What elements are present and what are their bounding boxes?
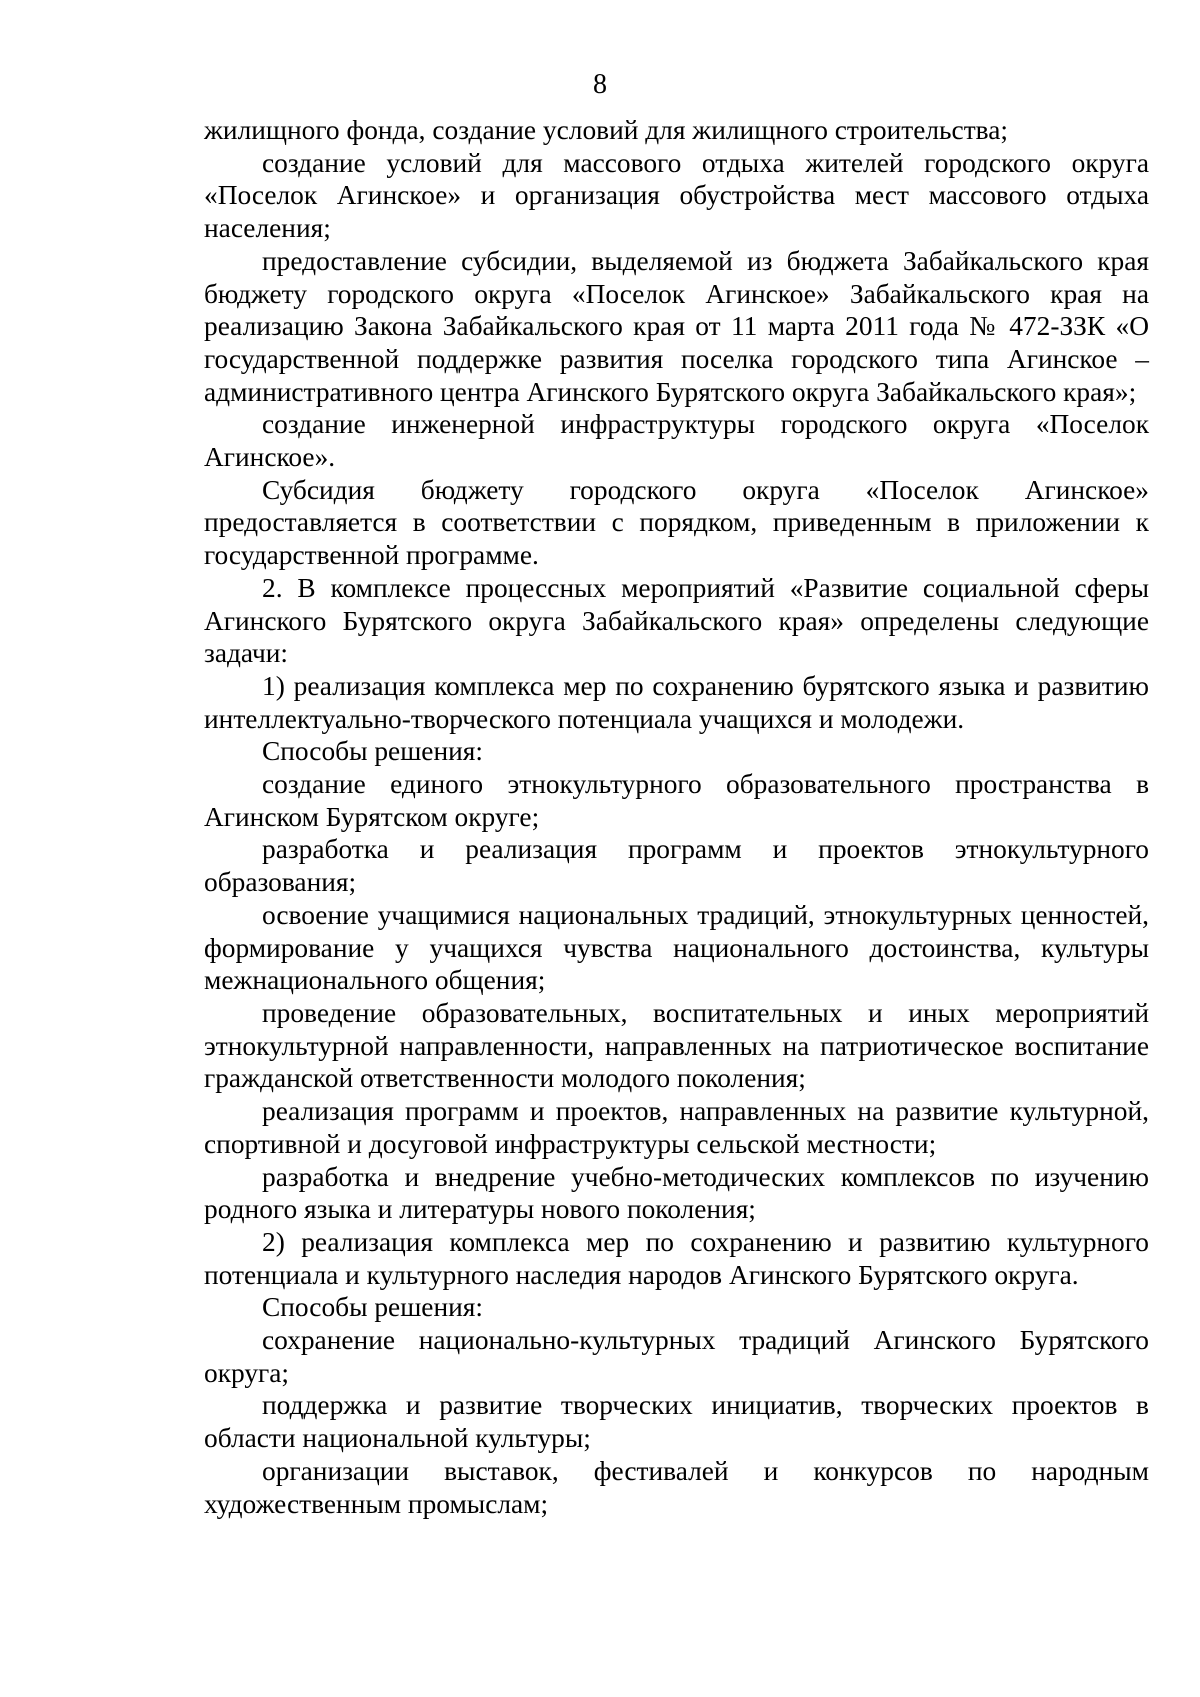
paragraph: освоение учащимися национальных традиций, этнокультурных ценностей, формирование у учащихся чувства национального достоинства, культуры межнационального общения; bbox=[204, 899, 1149, 996]
paragraph: Способы решения: bbox=[262, 1292, 483, 1323]
paragraph: Способы решения: bbox=[262, 736, 483, 767]
paragraph: поддержка и развитие творческих инициатив, творческих проектов в области национальной культуры; bbox=[204, 1390, 1149, 1454]
paragraph: реализация программ и проектов, направленных на развитие культурной, спортивной и досуговой инфраструктуры сельской местности; bbox=[204, 1096, 1149, 1159]
paragraph: 1) реализация комплекса мер по сохранению бурятского языка и развитию интеллектуально-творческого потенциала учащихся и молодежи. bbox=[204, 670, 1149, 734]
paragraph: Субсидия бюджету городского округа «Поселок Агинское» предоставляется в соответствии с порядком, приведенным в приложении к государственной программе. bbox=[204, 474, 1149, 571]
page-number: 8 bbox=[593, 69, 607, 100]
paragraph: создание условий для массового отдыха жителей городского округа «Поселок Агинское» и организация обустройства мест массового отдыха населения; bbox=[204, 147, 1149, 244]
paragraph: разработка и внедрение учебно-методических комплексов по изучению родного языка и литературы нового поколения; bbox=[204, 1161, 1149, 1225]
document-body bbox=[204, 114, 1149, 1520]
paragraph: предоставление субсидии, выделяемой из бюджета Забайкальского края бюджету городского округа «Поселок Агинское» Забайкальского края на реализацию Закона Забайкальского края от 11 марта 2011 года № 472-ЗЗК «О государственной поддержке развития поселка городского типа Агинское – административного центра Агинского Бурятского округа Забайкальского края»; bbox=[204, 245, 1149, 407]
paragraph: сохранение национально-культурных традиций Агинского Бурятского округа; bbox=[204, 1325, 1149, 1388]
paragraph: создание единого этнокультурного образовательного пространства в Агинском Бурятском округе; bbox=[204, 769, 1149, 832]
paragraph: создание инженерной инфраструктуры городского округа «Поселок Агинское». bbox=[204, 409, 1149, 473]
paragraph: 2) реализация комплекса мер по сохранению и развитию культурного потенциала и культурного наследия народов Агинского Бурятского округа. bbox=[204, 1226, 1149, 1290]
paragraph: разработка и реализация программ и проектов этнокультурного образования; bbox=[204, 834, 1149, 898]
paragraph: организации выставок, фестивалей и конкурсов по народным художественным промыслам; bbox=[204, 1455, 1149, 1519]
paragraph: жилищного фонда, создание условий для жилищного строительства; bbox=[204, 115, 1009, 145]
paragraph: проведение образовательных, воспитательных и иных мероприятий этнокультурной направленности, направленных на патриотическое воспитание гражданской ответственности молодого поколения; bbox=[204, 997, 1149, 1094]
paragraph: 2. В комплексе процессных мероприятий «Развитие социальной сферы Агинского Бурятского округа Забайкальского края» определены следующие задачи: bbox=[204, 572, 1149, 669]
